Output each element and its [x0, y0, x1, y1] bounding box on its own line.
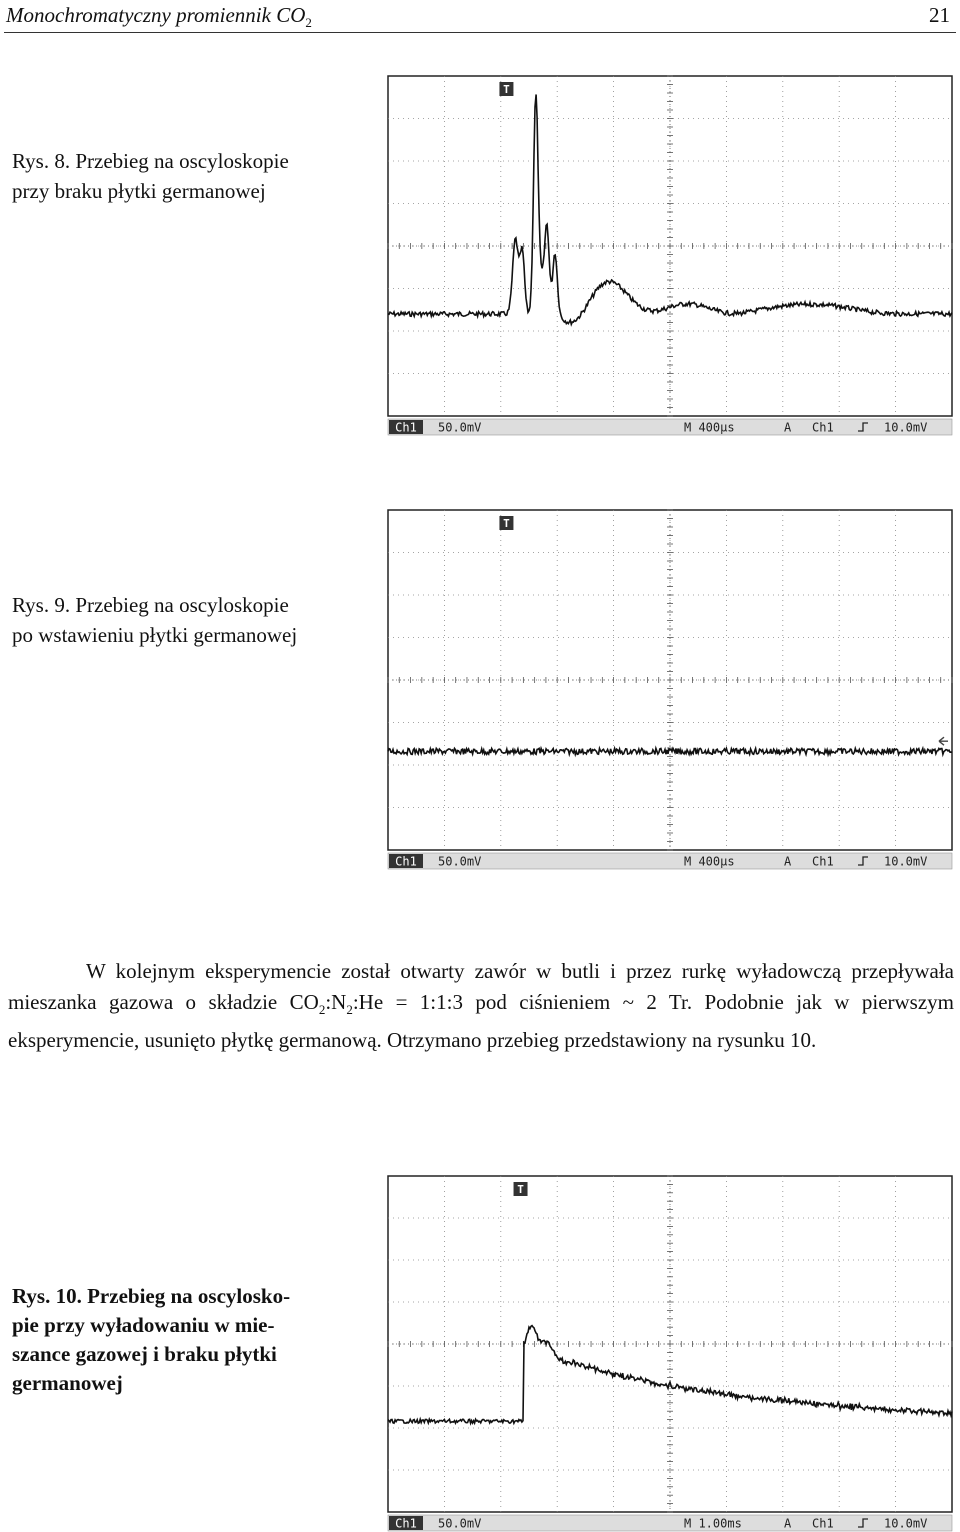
- volts-per-div: 50.0mV: [438, 420, 482, 435]
- trigger-T-icon: [499, 516, 513, 530]
- trigger-T-icon: [514, 1182, 528, 1196]
- oscilloscope-figure-8: [386, 72, 954, 436]
- channel-label: Ch1: [395, 420, 417, 435]
- caption-line: Rys. 8. Przebieg na oscyloskopie: [12, 149, 289, 173]
- trigger-channel: Ch1: [812, 420, 834, 435]
- trigger-channel: Ch1: [812, 1516, 834, 1531]
- running-title: Monochromatyczny promiennik $CO_2$: [6, 3, 312, 31]
- trigger-level: 10.0mV: [884, 420, 928, 435]
- trigger-level: 10.0mV: [884, 1516, 928, 1531]
- oscilloscope-screen: [386, 506, 954, 870]
- status-bar: [388, 1515, 952, 1531]
- caption-line: szance gazowej i braku płytki: [12, 1342, 277, 1366]
- svg-text:T: T: [503, 517, 510, 530]
- trigger-T-icon: [499, 82, 513, 96]
- timebase: M 400µs: [684, 420, 735, 435]
- trigger-mode: A: [784, 420, 792, 435]
- volts-per-div: 50.0mV: [438, 1516, 482, 1531]
- caption-line: Rys. 10. Przebieg na oscylosko-: [12, 1284, 291, 1308]
- caption-line: pie przy wyładowaniu w mie-: [12, 1313, 275, 1337]
- trigger-mode: A: [784, 854, 792, 869]
- running-header: [4, 0, 956, 33]
- channel-label: Ch1: [395, 854, 417, 869]
- oscilloscope-figure-10: [386, 1172, 954, 1532]
- page-number: 21: [929, 3, 950, 27]
- timebase: M 1.00ms: [684, 1516, 742, 1531]
- caption-line: germanowej: [12, 1371, 123, 1395]
- svg-text:T: T: [503, 83, 510, 96]
- caption-line: po wstawieniu płytki germanowej: [12, 623, 298, 647]
- caption-line: przy braku płytki germanowej: [12, 179, 266, 203]
- status-bar: [388, 853, 952, 869]
- trigger-level: 10.0mV: [884, 854, 928, 869]
- oscilloscope-figure-9: [386, 506, 954, 870]
- figure-10-caption: [12, 1282, 352, 1398]
- trigger-mode: A: [784, 1516, 792, 1531]
- figure-9-caption: [12, 590, 362, 650]
- figure-8-caption: [12, 146, 362, 206]
- trigger-channel: Ch1: [812, 854, 834, 869]
- caption-line: Rys. 9. Przebieg na oscyloskopie: [12, 593, 289, 617]
- timebase: M 400µs: [684, 854, 735, 869]
- body-paragraph: W kolejnym eksperymencie został otwarty zawór w butli i przez rurkę wyładowczą przepływała mieszanka gazowa o składzie $CO_2:N_2:He$ = 1:1:3 pod ciśnieniem ~ 2 Tr. Podobnie jak w pierwszym eksperymencie, usunięto płytkę germanową. Otrzymano przebieg przedstawiony na rysunku 10.: [8, 959, 955, 1053]
- status-bar: [388, 419, 952, 435]
- svg-text:T: T: [517, 1183, 524, 1196]
- oscilloscope-screen: [386, 72, 954, 436]
- volts-per-div: 50.0mV: [438, 854, 482, 869]
- channel-label: Ch1: [395, 1516, 417, 1531]
- oscilloscope-screen: [386, 1172, 954, 1532]
